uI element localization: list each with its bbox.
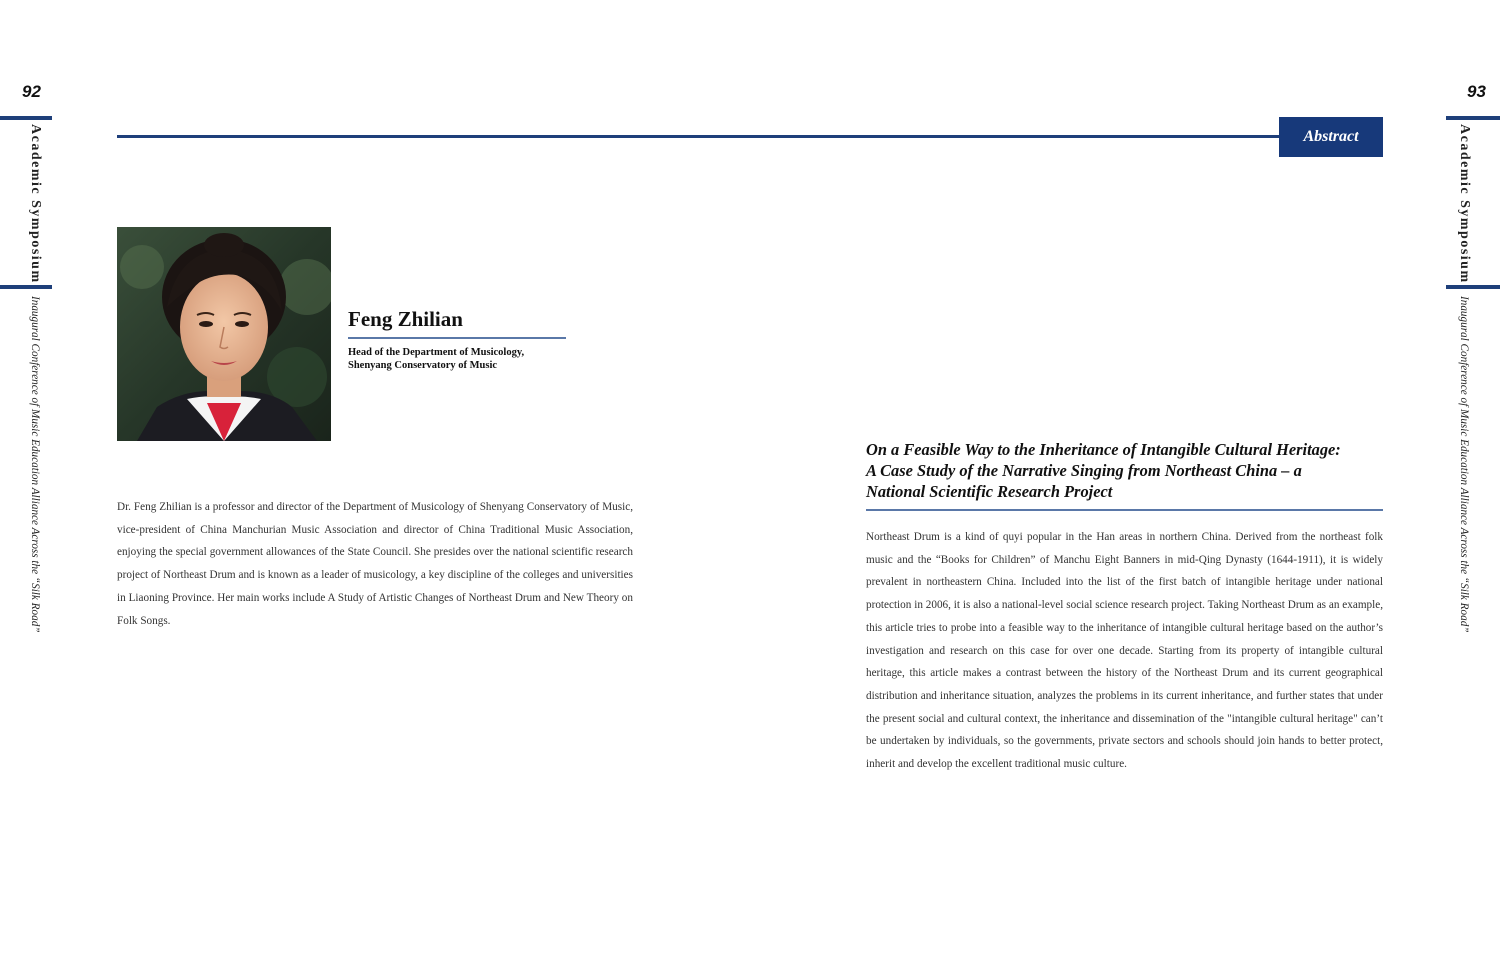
right-page-number: 93	[1467, 82, 1486, 101]
right-side-subtitle: Inaugural Conference of Music Education Alliance Across the “Silk Road”	[1458, 296, 1470, 633]
right-side-title: Academic Symposium	[1457, 124, 1472, 284]
author-role-line-2: Shenyang Conservatory of Music	[348, 359, 498, 371]
article-title-rule	[866, 509, 1383, 511]
author-role-line-1: Head of the Department of Musicology,	[348, 347, 525, 358]
left-side-subtitle: Inaugural Conference of Music Education Alliance Across the “Silk Road”	[29, 296, 41, 633]
left-margin-rule-bottom	[0, 285, 52, 289]
author-name: Feng Zhilian	[348, 307, 463, 331]
left-side-title: Academic Symposium	[28, 124, 43, 284]
article-title-line-2: A Case Study of the Narrative Singing from Northeast China – a	[866, 461, 1302, 480]
left-margin-rule-top	[0, 116, 52, 120]
author-role	[348, 347, 524, 372]
article-title	[866, 439, 1386, 502]
right-margin-rule-bottom	[1446, 285, 1500, 289]
author-bio: Dr. Feng Zhilian is a professor and director of the Department of Musicology of Shenyang Conservatory of Music, vice-president of China Manchurian Music Association and director of China Traditional Music Association, enjoying the special government allowances of the State Council. She presides over the national scientific research project of Northeast Drum and is known as a leader of musicology, a key discipline of the colleges and universities in Liaoning Province. Her main works include A Study of Artistic Changes of Northeast Drum and New Theory on Folk Songs.	[117, 501, 633, 627]
abstract-body: Northeast Drum is a kind of quyi popular in the Han areas in northern China. Derived from the northeast folk music and the “Books for Children” of Manchu Eight Banners in mid-Qing Dynasty (1644-1911), it is widely prevalent in northeastern China. Included into the list of the first batch of intangible heritage under national protection in 2006, it is also a national-level social science research project. Taking Northeast Drum as an example, this article tries to probe into a feasible way to the inheritance of intangible cultural heritage based on the author’s investigation and research on this case for over one decade. Starting from its property of intangible cultural heritage, this article makes a contrast between the history of the Northeast Drum and its current geographical distribution and inheritance situation, analyzes the problems in its current inheritance, and further states that under the present social and cultural context, the inheritance and dissemination of the "intangible cultural heritage" can’t be undertaken by individuals, so the governments, private sectors and schools should join hands to better protect, inherit and develop the excellent traditional music culture.	[866, 531, 1383, 771]
left-page-number: 92	[22, 82, 41, 101]
author-name-rule	[348, 337, 566, 339]
header-rule	[117, 135, 1279, 138]
right-margin-rule-top	[1446, 116, 1500, 120]
author-portrait	[117, 227, 331, 441]
article-title-line-1: On a Feasible Way to the Inheritance of Intangible Cultural Heritage:	[866, 440, 1341, 459]
article-title-line-3: National Scientific Research Project	[866, 482, 1113, 501]
abstract-tab: Abstract	[1279, 117, 1383, 157]
